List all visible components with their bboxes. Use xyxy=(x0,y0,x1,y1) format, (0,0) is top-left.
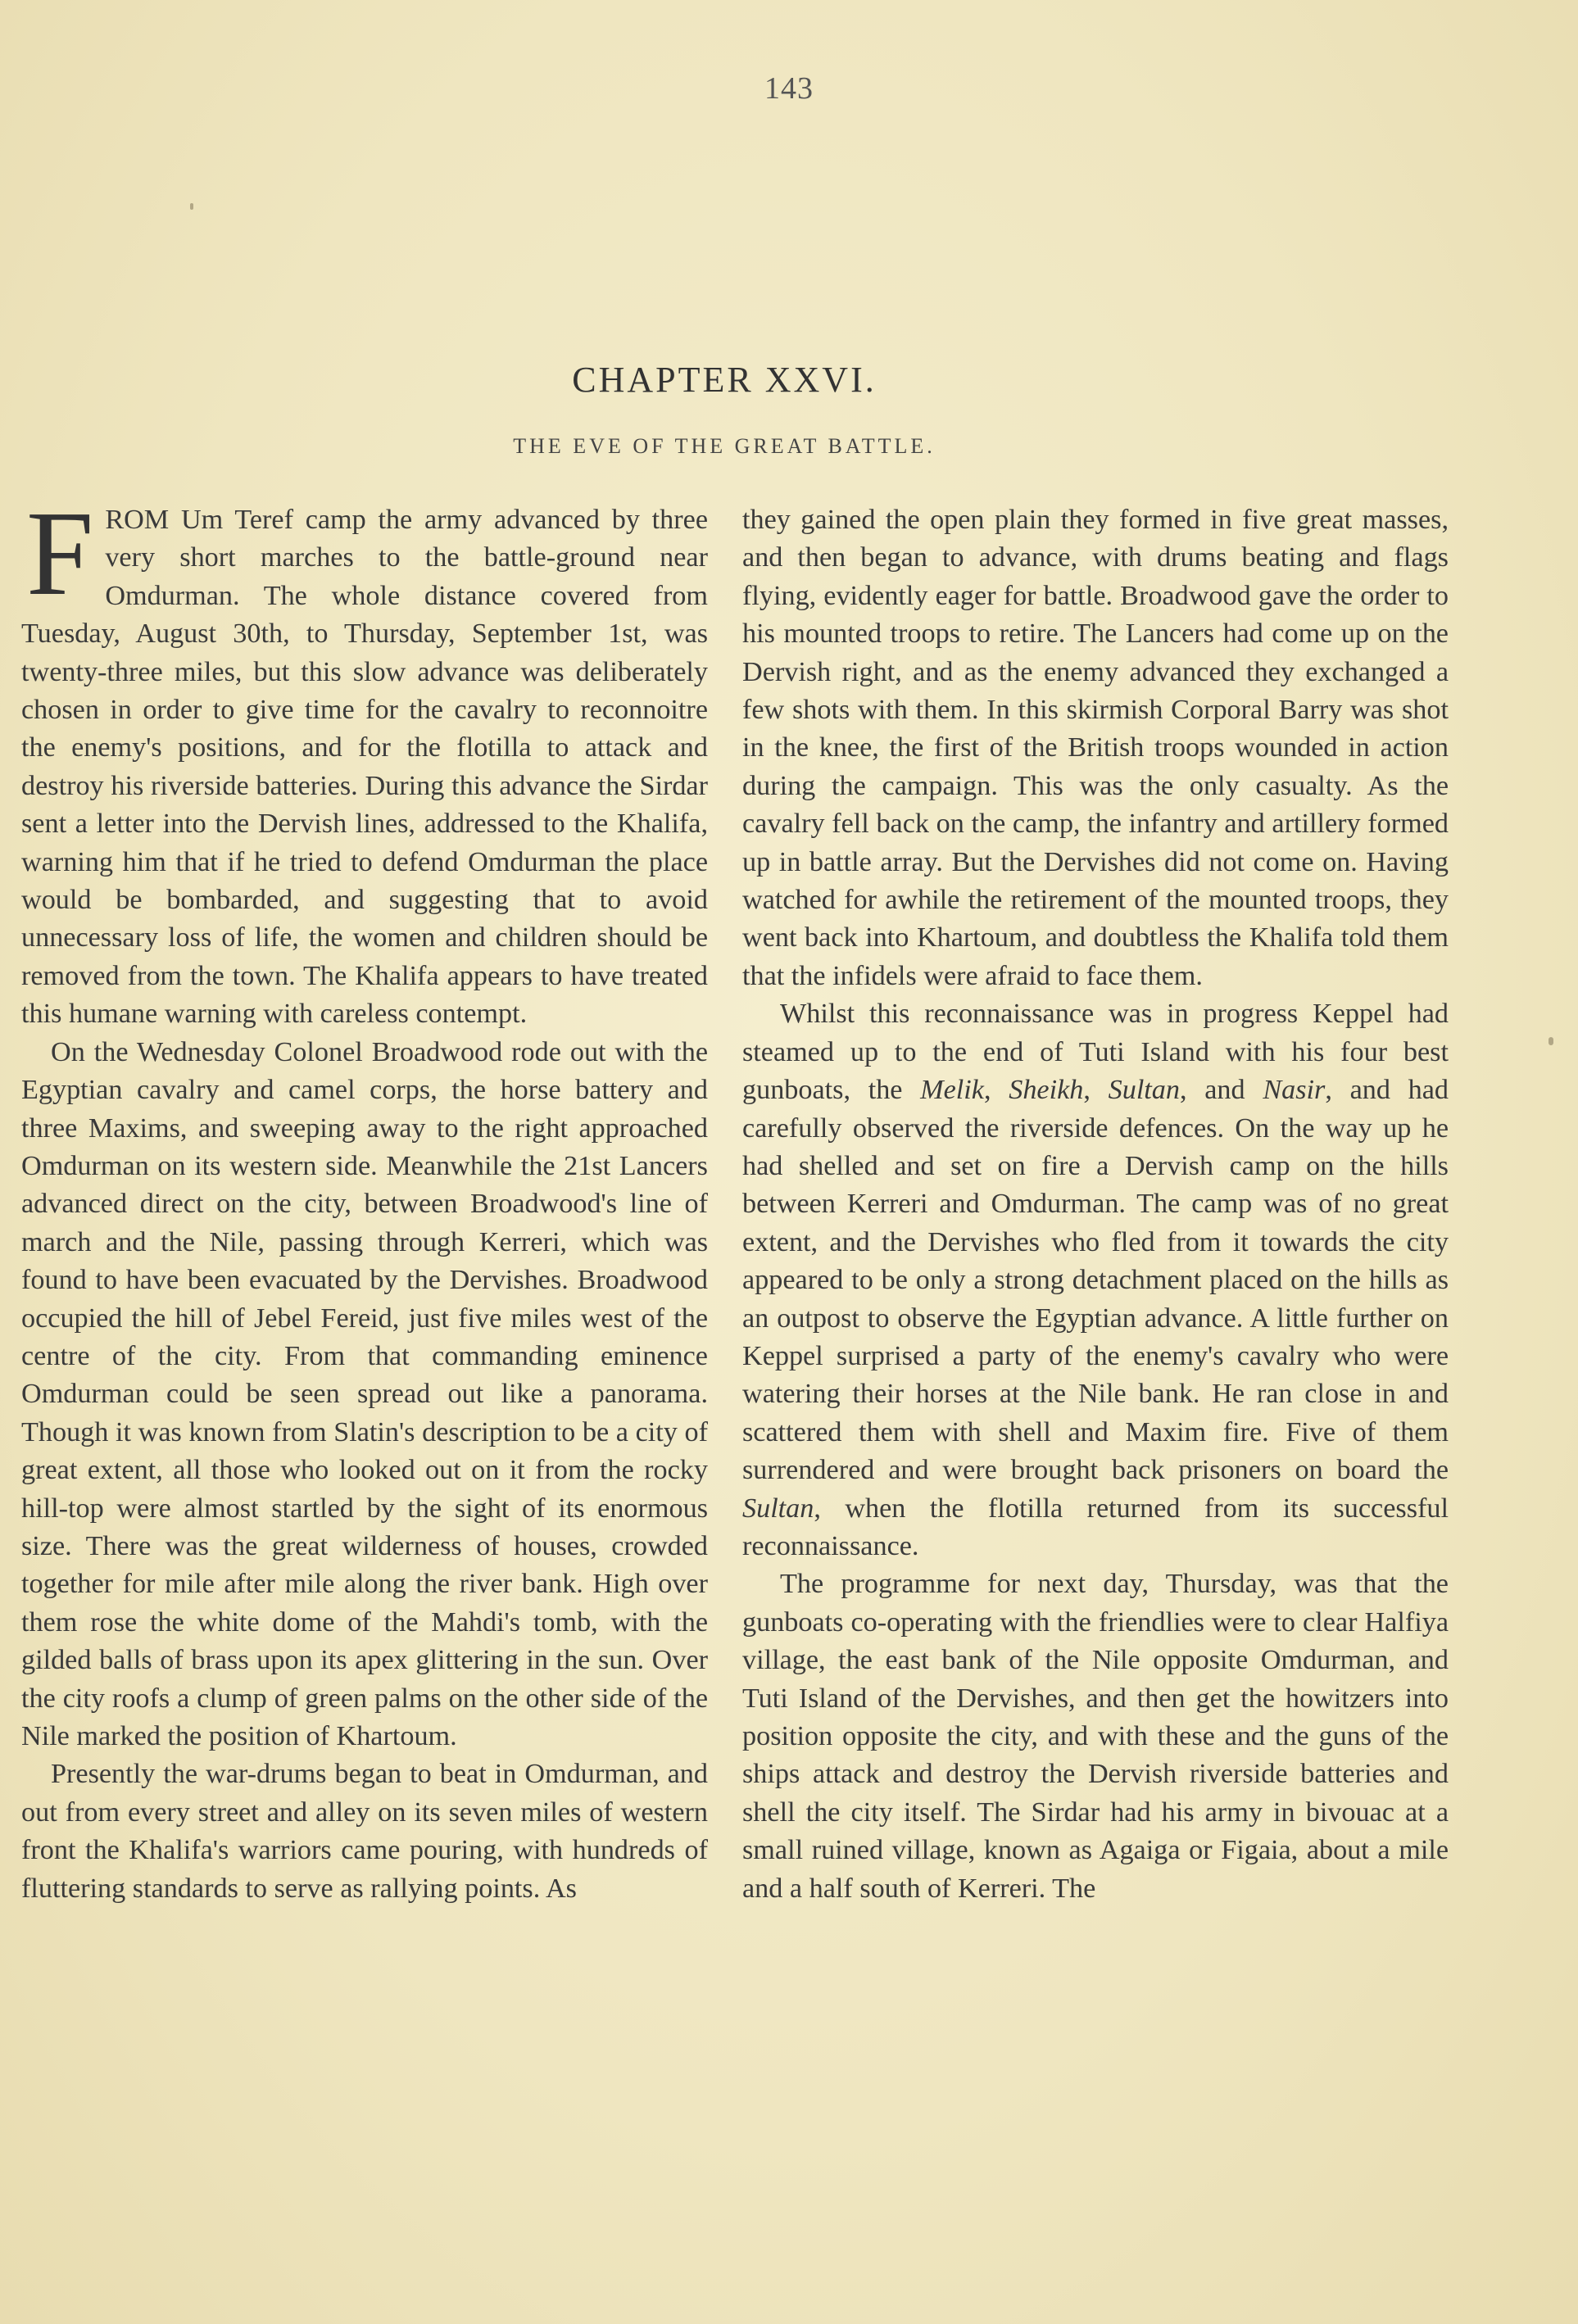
left-column xyxy=(21,487,708,1908)
text-run: Whilst this reconnaissance was in progress Keppel had steamed up to the end of Tuti Island with his four best gunboats, the xyxy=(742,999,1449,1106)
ship-name-nasir: Nasir xyxy=(1263,1075,1326,1106)
chapter-title: CHAPTER XXVI. xyxy=(572,360,877,400)
left-paragraph-1-text: ROM Um Teref camp the army advanced by three very short marches to the battle-ground near Omdurman. The whole distance covered from Tuesday, August 30th, to Thursday, September 1st, was twenty-three miles, but this slow advance was deliberately chosen in order to give time for the cavalry to reconnoitre the enemy's positions, and for the flotilla to attack and destroy his riverside batteries. During this advance the Sirdar sent a letter into the Dervish lines, addressed to the Khalifa, warning him that if he tried to defend Omdurman the place would be bombarded, and suggesting that to avoid unnecessary loss of life, the women and children should be removed from the town. The Khalifa appears to have treated this humane warning with careless contempt. xyxy=(21,505,708,1030)
text-run: , when the flotilla returned from its successful reconnaissance. xyxy=(742,1493,1449,1561)
left-paragraph-3: Presently the war-drums began to beat in Omdurman, and out from every street and alley on its seven miles of western front the Khalifa's warriors came pouring, with hundreds of fluttering standards to serve as rallying points. As xyxy=(21,1759,708,1904)
text-run: , xyxy=(983,1075,1009,1106)
left-paragraph-2: On the Wednesday Colonel Broadwood rode out with the Egyptian cavalry and camel corps, the horse battery and three Maxims, and sweeping away to the right approached Omdurman on its western side. Meanwhile the 21st Lancers advanced direct on the city, between Broadwood's line of march and the Nile, passing through Kerreri, which was found to have been evacuated by the Dervishes. Broadwood occupied the hill of Jebel Fereid, just five miles west of the centre of the city. From that commanding eminence Omdurman could be seen spread out like a panorama. Though it was known from Slatin's description to be a city of great extent, all those who looked out on it from the rocky hill-top were almost startled by the sight of its enormous size. There was the great wilderness of houses, crowded together for mile after mile along the river bank. High over them rose the white dome of the Mahdi's tomb, with the gilded balls of brass upon its apex glittering in the sun. Over the city roofs a clump of green palms on the other side of the Nile marked the position of Khartoum. xyxy=(21,1036,708,1751)
chapter-subtitle: THE EVE OF THE GREAT BATTLE. xyxy=(513,434,936,458)
ship-name-sheikh: Sheikh xyxy=(1009,1075,1084,1106)
ship-name-melik: Melik xyxy=(920,1075,984,1106)
right-paragraph-3: The programme for next day, Thursday, was that the gunboats co-operating with the friendlies were to clear Halfiya village, the east bank of the Nile opposite Omdurman, and Tuti Island of the Dervishes, and then get the howitzers into position opposite the city, and with these and the guns of the ships attack and destroy the Dervish riverside batteries and shell the city itself. The Sirdar had his army in bivouac at a small ruined village, known as Agaiga or Figaia, about a mile and a half south of Kerreri. The xyxy=(742,1569,1449,1904)
text-run: , and had carefully observed the riverside defences. On the way up he had shelled and set on fire a Dervish camp on the hills between Kerreri and Omdurman. The camp was of no great extent, and the Dervishes who fled from it towards the city appeared to be only a strong detachment placed on the hills as an outpost to observe the Egyptian advance. A little further on Keppel surprised a party of the enemy's cavalry who were watering their horses at the Nile bank. He ran close in and scattered them with shell and Maxim fire. Five of them surrendered and were brought back prisoners on board the xyxy=(742,1075,1449,1486)
ship-name-sultan: Sultan xyxy=(1108,1075,1180,1106)
drop-cap: F xyxy=(26,487,94,621)
right-column xyxy=(742,501,1449,1908)
paper-speck xyxy=(1549,1037,1553,1045)
page-number: 143 xyxy=(764,71,814,106)
right-paragraph-1: they gained the open plain they formed in five great masses, and then began to advance, with drums beating and flags flying, evidently eager for battle. Broadwood gave the order to his mounted troops to retire. The Lancers had come up on the Dervish right, and as the enemy advanced they exchanged a few shots with them. In this skirmish Corporal Barry was shot in the knee, the first of the British troops wounded in action during the campaign. This was the only casualty. As the cavalry fell back on the camp, the infantry and artillery formed up in battle array. But the Dervishes did not come on. Having watched for awhile the retirement of the mounted troops, they went back into Khartoum, and doubtless the Khalifa told them that the infidels were afraid to face them. xyxy=(742,505,1449,991)
right-paragraph-2 xyxy=(742,995,1449,1565)
text-run: , xyxy=(1083,1075,1109,1106)
text-run: , and xyxy=(1180,1075,1263,1106)
left-paragraph-1 xyxy=(21,487,708,1034)
ship-name-sultan: Sultan xyxy=(742,1493,814,1524)
paper-speck xyxy=(190,203,193,210)
